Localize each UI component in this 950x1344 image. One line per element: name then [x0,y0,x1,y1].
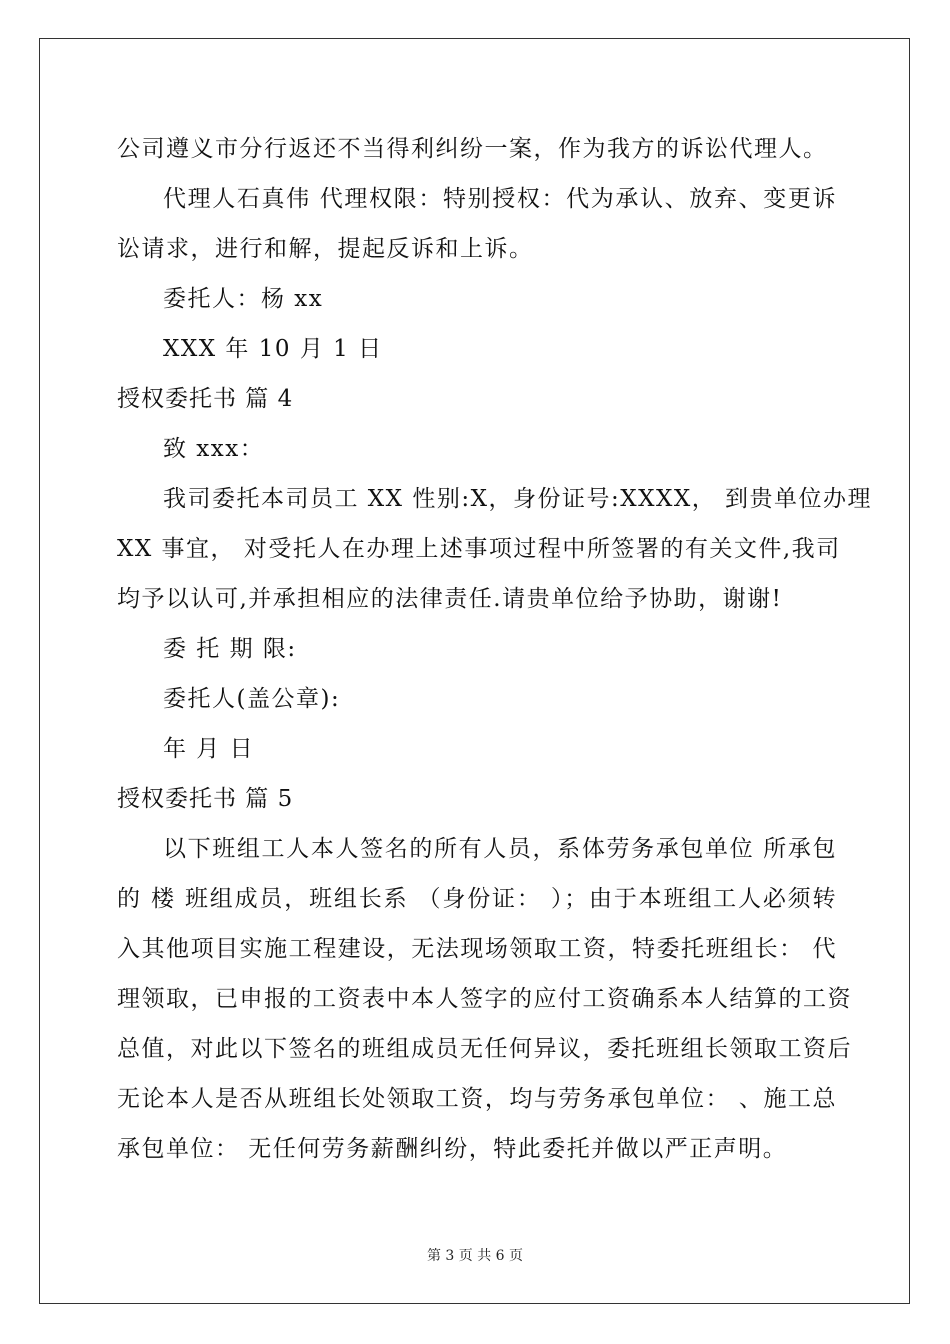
text-line: 无论本人是否从班组长处领取工资，均与劳务承包单位： 、施工总 [117,1086,837,1112]
text-line: 承包单位： 无任何劳务薪酬纠纷，特此委托并做以严正声明。 [117,1136,788,1162]
text-line: XXX 年 10 月 1 日 [163,336,383,362]
text-line: 我司委托本司员工 XX 性别:X，身份证号:XXXX， 到贵单位办理 [163,486,873,512]
section-heading: 授权委托书 篇 4 [117,386,294,412]
text-line: 致 xxx： [163,436,265,462]
text-line: 委 托 期 限: [163,636,297,662]
text-line: 均予以认可,并承担相应的法律责任.请贵单位给予协助，谢谢! [117,586,783,612]
section-heading: 授权委托书 篇 5 [117,786,294,812]
text-line: 的 楼 班组成员，班组长系 （身份证： ）；由于本班组工人必须转 [117,886,837,912]
text-line: 委托人：杨 xx [163,286,324,312]
text-line: 入其他项目实施工程建设，无法现场领取工资，特委托班组长： 代 [117,936,837,962]
text-line: 理领取，已申报的工资表中本人签字的应付工资确系本人结算的工资 [117,986,852,1012]
document-body [117,124,873,1174]
text-line: 代理人石真伟 代理权限：特别授权：代为承认、放弃、变更诉 [163,186,837,212]
text-line: 年 月 日 [163,736,255,762]
text-line: 以下班组工人本人签名的所有人员，系体劳务承包单位 所承包 [163,836,837,862]
text-line: 委托人(盖公章): [163,686,341,712]
text-line: 讼请求，进行和解，提起反诉和上诉。 [117,236,534,262]
page-number-footer: 第 3 页 共 6 页 [426,1248,524,1264]
text-line: 总值，对此以下签名的班组成员无任何异议，委托班组长领取工资后 [117,1036,852,1062]
text-line: 公司遵义市分行返还不当得利纠纷一案，作为我方的诉讼代理人。 [117,136,828,162]
text-line: XX 事宜， 对受托人在办理上述事项过程中所签署的有关文件,我司 [117,536,841,562]
